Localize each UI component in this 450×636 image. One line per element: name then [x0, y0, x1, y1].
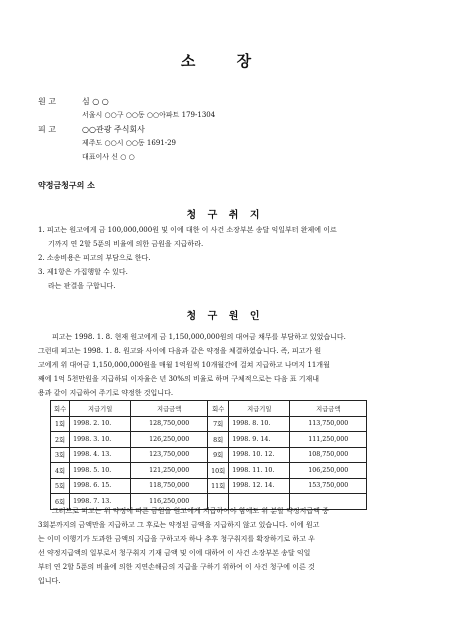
table-row	[51, 478, 367, 494]
table-cell: 111,250,000	[290, 432, 367, 448]
table-cell: 1998. 3. 10.	[70, 432, 131, 448]
column-header: 지급금액	[290, 401, 367, 417]
table-cell: 123,750,000	[131, 447, 208, 463]
cause-paragraph-line: 고에게 위 대여금 1,150,000,000원을 매월 1억원씩 10개월간에 걸쳐 지급하고 나머지 11개월	[38, 361, 330, 369]
table-cell: 6회	[51, 494, 70, 510]
table-row	[51, 416, 367, 432]
cause-paragraph-line: 그런데 피고는 1998. 1. 8. 원고와 사이에 다음과 같은 약정을 체결하였습니다. 즉, 피고가 원	[38, 347, 322, 355]
table-cell: 1998. 11. 10.	[229, 463, 290, 479]
table-header-row	[51, 401, 367, 417]
table-cell: 1998. 7. 13.	[70, 494, 131, 510]
page-title: 소 장	[180, 52, 270, 70]
claim-item: 2. 소송비용은 피고의 부담으로 한다.	[38, 254, 151, 262]
cause-paragraph-line: 용과 같이 지급하여 주기로 약정한 것입니다.	[38, 389, 174, 397]
column-header: 회수	[208, 401, 229, 417]
table-cell: 108,750,000	[290, 447, 367, 463]
table-cell: 1998. 4. 13.	[70, 447, 131, 463]
table-cell: 121,250,000	[131, 463, 208, 479]
column-header: 지급기일	[229, 401, 290, 417]
table-cell: 3회	[51, 447, 70, 463]
defendant-address: 제주도 ○○시 ○○동 1691-29	[82, 139, 177, 147]
table-cell: 2회	[51, 432, 70, 448]
cause-heading: 청 구 원 인	[186, 311, 264, 322]
cause-paragraph-line: 입니다.	[38, 577, 61, 585]
table-cell: 128,750,000	[131, 416, 208, 432]
column-header: 회수	[51, 401, 70, 417]
cause-paragraph-line: 째에 1억 5천만원을 지급하되 이자율은 년 30%의 비율로 하며 구체적으로는 다음 표 기재내	[38, 375, 320, 383]
cause-paragraph-line: 선 약정지급액의 일부로서 청구취지 기재 금액 및 이에 대하여 이 사건 소장부본 송달 익일	[38, 549, 311, 557]
table-cell: 1998. 12. 14.	[229, 478, 290, 494]
table-cell: 4회	[51, 463, 70, 479]
table-cell: 10회	[208, 463, 229, 479]
defendant-representative: 대표이사 신 ○ ○	[82, 153, 135, 161]
plaintiff-name: 심 ○ ○	[82, 97, 109, 106]
table-cell: 9회	[208, 447, 229, 463]
cause-paragraph-line: 3회분까지의 금액만을 지급하고 그 후로는 약정된 금액을 지급하지 않고 있습니다. 이에 원고	[38, 521, 320, 529]
claim-item: 1. 피고는 원고에게 금 100,000,000원 및 이에 대한 이 사건 소장부본 송달 익일부터 완제에 이르	[38, 226, 337, 234]
table-cell: 1998. 10. 12.	[229, 447, 290, 463]
column-header: 지급기일	[70, 401, 131, 417]
claim-item: 기까지 연 2할 5푼의 비율에 의한 금원을 지급하라.	[48, 240, 204, 248]
table-cell: 11회	[208, 478, 229, 494]
defendant-label: 피 고	[38, 125, 56, 134]
table-row	[51, 432, 367, 448]
defendant-name: ○○관광 주식회사	[82, 125, 145, 134]
cause-paragraph-line: 그러므로 피고는 위 약정에 따른 금원을 원고에게 지급하여야 함에도 위 분할 약정지급액 중	[52, 507, 329, 515]
table-cell: 106,250,000	[290, 463, 367, 479]
table-cell: 1998. 2. 10.	[70, 416, 131, 432]
table-cell: 113,750,000	[290, 416, 367, 432]
claim-heading: 청 구 취 지	[186, 210, 264, 221]
case-name: 약정금청구의 소	[38, 180, 95, 190]
table-cell: 118,750,000	[131, 478, 208, 494]
plaintiff-address: 서울시 ○○구 ○○동 ○○아파트 179-1304	[82, 111, 216, 119]
column-header: 지급금액	[131, 401, 208, 417]
claim-item: 라는 판결을 구합니다.	[48, 282, 116, 290]
table-cell: 116,250,000	[131, 494, 208, 510]
table-cell: 153,750,000	[290, 478, 367, 494]
table-cell: 1998. 5. 10.	[70, 463, 131, 479]
table-cell: 1998. 8. 10.	[229, 416, 290, 432]
table-row	[51, 447, 367, 463]
table-cell: 1998. 9. 14.	[229, 432, 290, 448]
table-cell: 7회	[208, 416, 229, 432]
table-cell: 8회	[208, 432, 229, 448]
plaintiff-label: 원 고	[38, 97, 56, 106]
table-row	[51, 463, 367, 479]
table-cell: 5회	[51, 478, 70, 494]
payment-schedule-table	[50, 400, 367, 510]
cause-paragraph-line: 는 이미 이행기가 도과한 금액의 지급을 구하고자 하나 추후 청구취지를 확장하기로 하고 우	[38, 535, 315, 543]
claim-item: 3. 제1항은 가집행할 수 있다.	[38, 268, 128, 276]
cause-paragraph-line: 피고는 1998. 1. 8. 현재 원고에게 금 1,150,000,000원의 대여금 채무를 부담하고 있었습니다.	[52, 333, 346, 341]
table-cell: 126,250,000	[131, 432, 208, 448]
table-cell: 1회	[51, 416, 70, 432]
cause-paragraph-line: 부터 연 2할 5푼의 비율에 의한 지연손해금의 지급을 구하기 위하여 이 사건 청구에 이른 것	[38, 563, 315, 571]
table-cell: 1998. 6. 15.	[70, 478, 131, 494]
